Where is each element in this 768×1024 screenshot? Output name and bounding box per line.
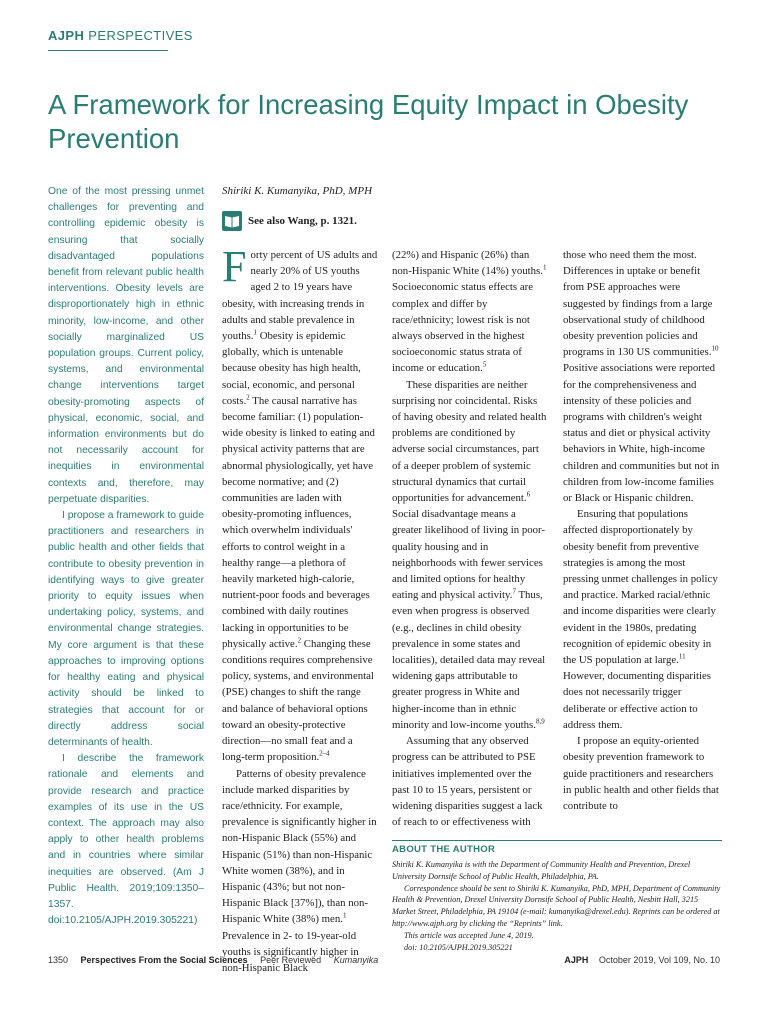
body-text: Ensuring that populations affected disproportionately by obesity benefit from preventive strategies is among the most pressing unmet challenges in policy and practice. Marked racial/ethnic and income disparities were clearly evident in the 1980s, predating recognition of epidemic obesity in the US population at large. bbox=[563, 508, 718, 667]
abstract-paragraph: I propose a framework to guide practitioners and researchers in public health and other fields that contribute to obesity prevention in identifying ways to give greater priority to equity issues when undertaking policy, systems, and environmental change strategies. My core argument is that these approaches to improving options for healthy eating and physical activity should be linked to strategies that account for or directly address social determinants of health. bbox=[48, 510, 204, 748]
body-paragraph bbox=[563, 733, 723, 814]
body-text: Assuming that any observed progress can be attributed to PSE initiatives implemented over the past 10 to 15 years, persistent or widening disparities suggest a lack of reach to or effectiveness with bbox=[392, 735, 543, 829]
journal-abbrev: AJPH bbox=[48, 28, 85, 43]
header-rule bbox=[48, 50, 168, 51]
reference-marker[interactable]: 2–4 bbox=[319, 749, 330, 758]
body-text: orty percent of US adults and nearly 20% of US youths aged 2 to 19 years have obesity, with increasing trends in adults and stable prevalence in youths. bbox=[222, 249, 378, 343]
about-body bbox=[392, 859, 722, 953]
footer-left bbox=[48, 955, 388, 965]
about-correspondence: Correspondence should be sent to Shiriki K. Kumanyika, PhD, MPH, Department of Community Health & Prevention, Drexel University Dornsife School of Public Health, Nesbitt Hall, 3215 Market Street, Philadelphia, PA 19104 (e-mail: kumanyika@drexel.edu). Reprints can be ordered at http://www.ajph.org by clicking the “Reprints” link. bbox=[392, 883, 721, 928]
body-column-1 bbox=[222, 242, 378, 976]
page-footer bbox=[48, 955, 720, 965]
about-the-author bbox=[392, 840, 722, 953]
body-text: Obesity is epidemic globally, which is untenable because obesity has high health, social, economic, and personal costs. bbox=[222, 330, 361, 407]
body-text: Positive associations were reported for the comprehensiveness and intensity of these policies and programs with children's weight status and diet or physical activity behaviors in White, high-income children and communities but not in children from low-income families or Black or Hispanic children. bbox=[563, 362, 720, 505]
body-paragraph bbox=[392, 247, 548, 377]
body-paragraph bbox=[392, 377, 548, 733]
footer-right bbox=[564, 955, 720, 965]
reference-marker[interactable]: 6 bbox=[526, 490, 531, 499]
see-also-link[interactable] bbox=[222, 211, 357, 231]
body-text: Prevalence in 2- to 19-year-old youths is significantly higher in non-Hispanic Black bbox=[222, 929, 359, 974]
footer-author: Kumanyika bbox=[333, 955, 379, 965]
abstract-paragraph: I describe the framework rationale and elements and provide research and practice examples of its use in the US context. The approach may also apply to other health problems and in countries where similar inequities are observed. (Am J Public Health. 2019;109:1350–1357. doi:10.2105/AJPH.2019.305221) bbox=[48, 753, 204, 927]
drop-cap: F bbox=[222, 242, 247, 291]
body-text: Patterns of obesity prevalence include marked disparities by race/ethnicity. For example, prevalence is significantly higher in non-Hispanic Black (55%) and Hispanic (51%) than non-Hispanic White women (38%), and in Hispanic (43%; but not non-Hispanic Black [37%]), than non-Hispanic White (38%) men. bbox=[222, 767, 377, 926]
running-head bbox=[48, 28, 193, 43]
reference-marker[interactable]: 10 bbox=[711, 344, 719, 353]
page-number: 1350 bbox=[48, 955, 69, 965]
about-heading: ABOUT THE AUTHOR bbox=[392, 844, 496, 855]
body-column-3 bbox=[563, 247, 723, 814]
body-paragraph bbox=[392, 733, 548, 830]
author-byline: Shiriki K. Kumanyika, PhD, MPH bbox=[222, 185, 373, 197]
about-affiliation: Shiriki K. Kumanyika is with the Department of Community Health and Prevention, Drexel University Dornsife School of Public Health, Philadelphia, PA. bbox=[392, 860, 691, 881]
body-text: I propose an equity-oriented obesity prevention framework to guide practitioners and researchers in public health and other fields that contribute to bbox=[563, 735, 719, 812]
footer-review: Peer Reviewed bbox=[260, 955, 322, 965]
article-title: A Framework for Increasing Equity Impact in Obesity Prevention bbox=[48, 89, 689, 154]
book-icon bbox=[222, 211, 242, 231]
see-also-text: See also Wang, p. 1321. bbox=[248, 215, 357, 227]
reference-marker[interactable]: 2 bbox=[246, 393, 250, 402]
body-text: However, documenting disparities does not necessarily trigger deliberate or effective action to address them. bbox=[563, 670, 711, 731]
reference-marker[interactable]: 2 bbox=[297, 636, 302, 645]
reference-marker[interactable]: 1 bbox=[542, 263, 547, 272]
footer-section: Perspectives From the Social Sciences bbox=[80, 955, 248, 965]
body-text: Thus, even when progress is observed (e.g., declines in child obesity prevalence in some states and localities), detailed data may reveal widening gaps attributable to greater progress in White and higher-income than in ethnic minority and low-income youths. bbox=[392, 589, 546, 731]
body-paragraph bbox=[222, 242, 378, 766]
footer-issue: October 2019, Vol 109, No. 10 bbox=[598, 955, 720, 965]
section-label: PERSPECTIVES bbox=[88, 28, 193, 43]
footer-journal: AJPH bbox=[564, 955, 589, 965]
reference-marker[interactable]: 1 bbox=[342, 911, 347, 920]
reference-marker[interactable]: 8,9 bbox=[535, 717, 545, 726]
abstract-paragraph: One of the most pressing unmet challenges for preventing and controlling epidemic obesity is ensuring that socially disadvantaged populations benefit from relevant public health interventions. Obesity levels are disproportionately high in ethnic minority, low-income, and other socially marginalized US population groups. Current policy, systems, and environmental change interventions target obesity-promoting aspects of physical, economic, social, and information environments but do not necessarily account for inequities in environmental contexts and, therefore, may perpetuate disparities. bbox=[48, 186, 204, 505]
body-text: These disparities are neither surprising nor coincidental. Risks of having obesity and related health problems are conditioned by adverse social circumstances, part of a deeper problem of systemic structural dynamics that curtail opportunities for advancement. bbox=[392, 378, 547, 505]
reference-marker[interactable]: 1 bbox=[253, 328, 257, 337]
body-paragraph bbox=[563, 247, 723, 506]
body-text: The causal narrative has become familiar: (1) population-wide obesity is linked to eating and physical activity patterns that are abnormal physiologically, yet have become normative; and (2) communities are laden with obesity-promoting influences, which overwhelm individuals' efforts to control weight in a healthy range—a plethora of heavily marketed high-calorie, nutrient-poor foods and beverages combined with daily routines lacking in opportunities to be physically active. bbox=[222, 394, 375, 650]
body-text: Social disadvantage means a greater likelihood of living in poor-quality housing and in neighborhoods with fewer services and limited options for healthy eating and physical activity. bbox=[392, 508, 546, 602]
about-doi: doi: 10.2105/AJPH.2019.305221 bbox=[404, 942, 513, 952]
body-text: (22%) and Hispanic (26%) than non-Hispanic White (14%) youths. bbox=[392, 249, 543, 278]
reference-marker[interactable]: 11 bbox=[678, 652, 686, 661]
body-paragraph bbox=[222, 766, 378, 977]
reference-marker[interactable]: 5 bbox=[482, 360, 487, 369]
body-paragraph bbox=[563, 506, 723, 733]
abstract bbox=[48, 184, 204, 929]
body-text: Changing these conditions requires comprehensive policy, systems, and environmental (PSE) changes to shift the range and balance of behavioral options toward an obesity-protective direction—no small feat and a long-term proposition. bbox=[222, 637, 374, 764]
body-text: Socioeconomic status effects are complex and differ by race/ethnicity; lowest risk is not always observed in the highest socioeconomic status strata of income or education. bbox=[392, 281, 534, 375]
about-accepted-date: This article was accepted June 4, 2019. bbox=[404, 930, 534, 940]
body-text: those who need them the most. Differences in uptake or benefit from PSE approaches were suggested by findings from a large observational study of childhood obesity prevention policies and programs in 130 US communities. bbox=[563, 249, 713, 359]
body-column-2 bbox=[392, 247, 548, 830]
reference-marker[interactable]: 7 bbox=[512, 587, 516, 596]
